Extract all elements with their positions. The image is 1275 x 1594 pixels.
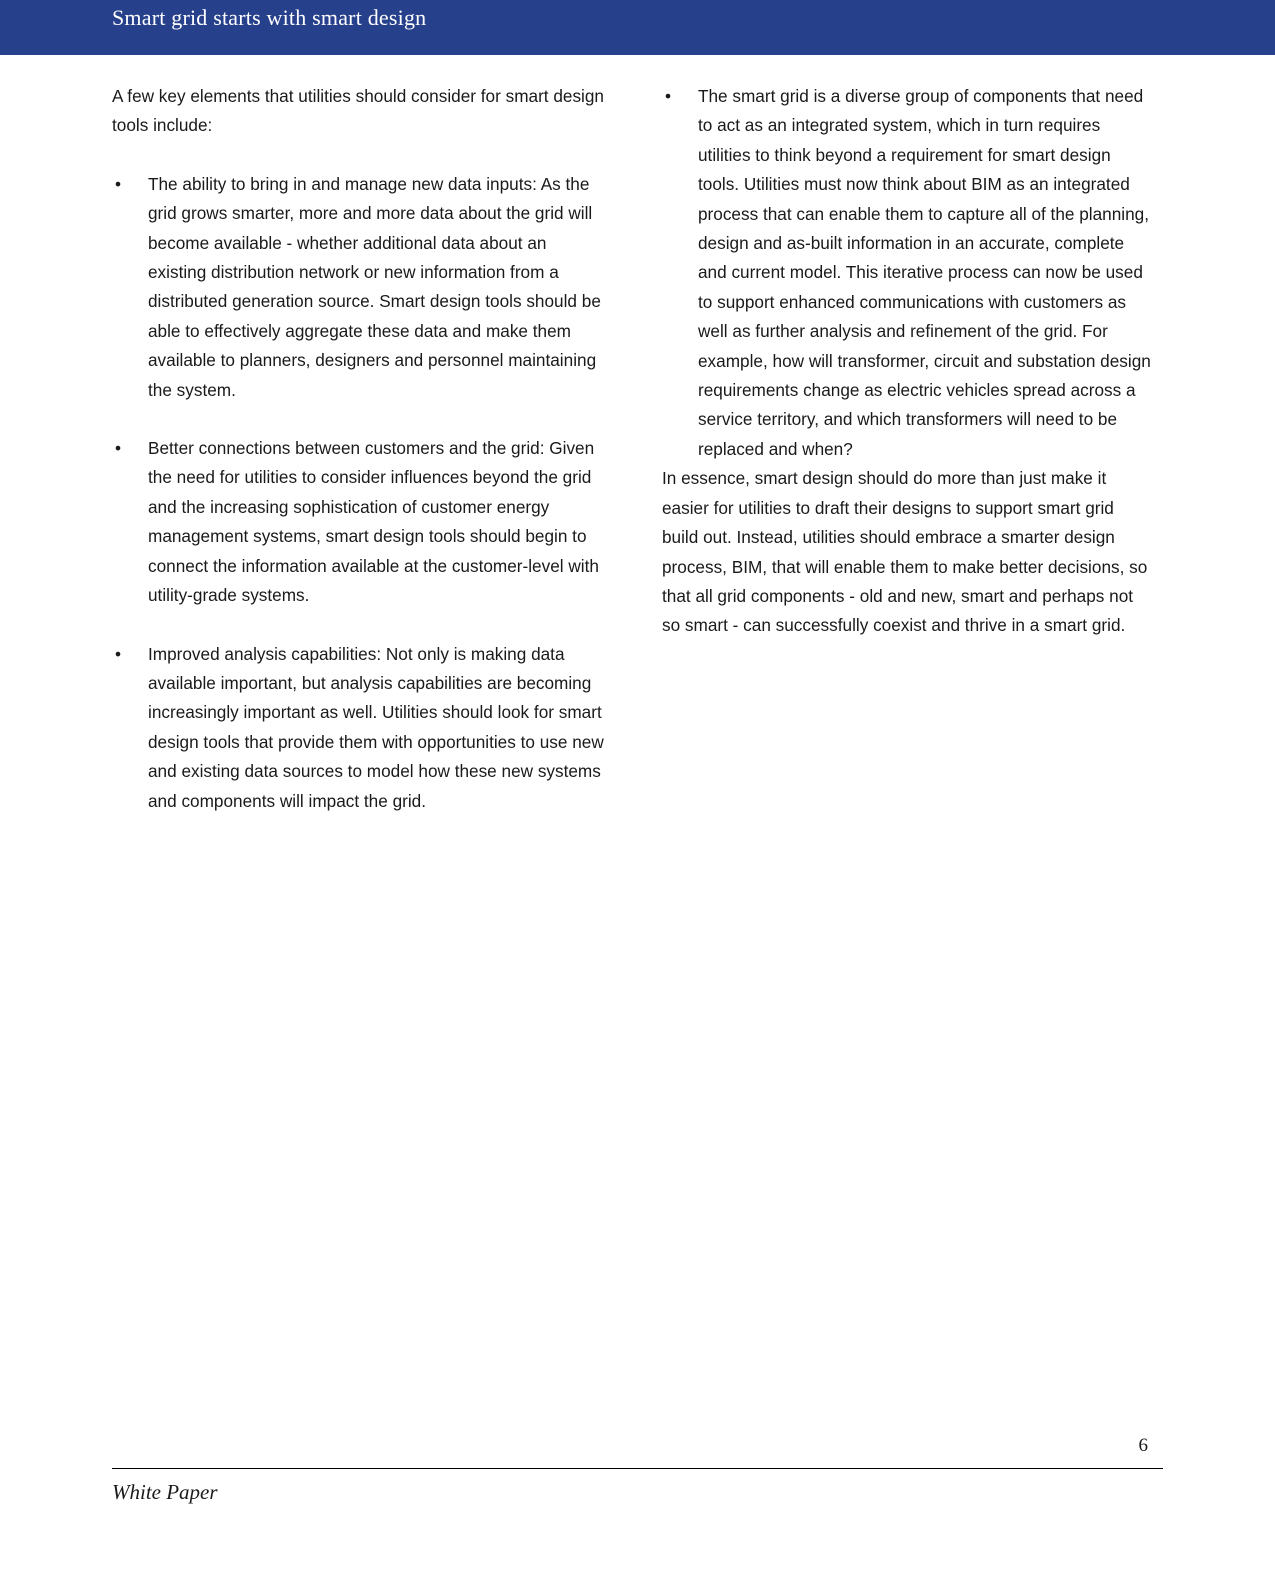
list-item-text: The smart grid is a diverse group of components that need to act as an integrated system, which in turn requires utilities to think beyond a requirement for smart design tools. Utilities must now think about BIM as an integrated process that can enable them to capture all of the planning, design and as-built information in an accurate, complete and current model. This iterative process can now be used to support enhanced communications with customers as well as further analysis and refinement of the grid. For example, how will transformer, circuit and substation design requirements change as electric vehicles spread across a service territory, and which transformers will need to be replaced and when? bbox=[698, 86, 1151, 459]
right-column-bullet-list bbox=[662, 82, 1154, 464]
footer-divider bbox=[112, 1468, 1163, 1469]
left-column-bullet-list bbox=[112, 170, 604, 816]
list-spacer bbox=[112, 141, 604, 170]
bullet-icon: • bbox=[665, 86, 672, 106]
list-item bbox=[662, 82, 1154, 464]
page-header-band bbox=[0, 0, 1275, 55]
closing-paragraph: In essence, smart design should do more than just make it easier for utilities to draft their designs to support smart grid build out. Instead, utilities should embrace a smarter design process, BIM, that will enable them to make better decisions, so that all grid components - old and new, smart and perhaps not so smart - can successfully coexist and thrive in a smart grid. bbox=[662, 468, 1148, 636]
left-column bbox=[112, 82, 604, 816]
page-number: 6 bbox=[1138, 1435, 1148, 1456]
footer-document-type-label: White Paper bbox=[112, 1480, 218, 1504]
right-column bbox=[662, 82, 1154, 641]
page-title: Smart grid starts with smart design bbox=[112, 5, 427, 30]
bullet-icon: • bbox=[115, 173, 122, 194]
list-item-text: The ability to bring in and manage new data inputs: As the grid grows smarter, more and more data about the grid will become available - whether additional data about an existing distribution network or new information from a distributed generation source. Smart design tools should be able to effectively aggregate these data and make them available to planners, designers and personnel maintaining the system. bbox=[148, 173, 601, 400]
list-item-text: Improved analysis capabilities: Not only is making data available important, but analysis capabilities are becoming increasingly important as well. Utilities should look for smart design tools that provide them with opportunities to use new and existing data sources to model how these new systems and components will impact the grid. bbox=[148, 643, 604, 811]
list-item-text: Better connections between customers and the grid: Given the need for utilities to consider influences beyond the grid and the increasing sophistication of customer energy management systems, smart design tools should begin to connect the information available at the customer-level with utility-grade systems. bbox=[148, 438, 599, 606]
bullet-icon: • bbox=[115, 643, 122, 664]
page-footer bbox=[0, 1434, 1275, 1594]
bullet-icon: • bbox=[115, 438, 122, 459]
intro-paragraph: A few key elements that utilities should consider for smart design tools include: bbox=[112, 86, 604, 136]
list-item bbox=[112, 640, 604, 816]
list-item bbox=[112, 170, 604, 405]
list-item bbox=[112, 434, 604, 610]
